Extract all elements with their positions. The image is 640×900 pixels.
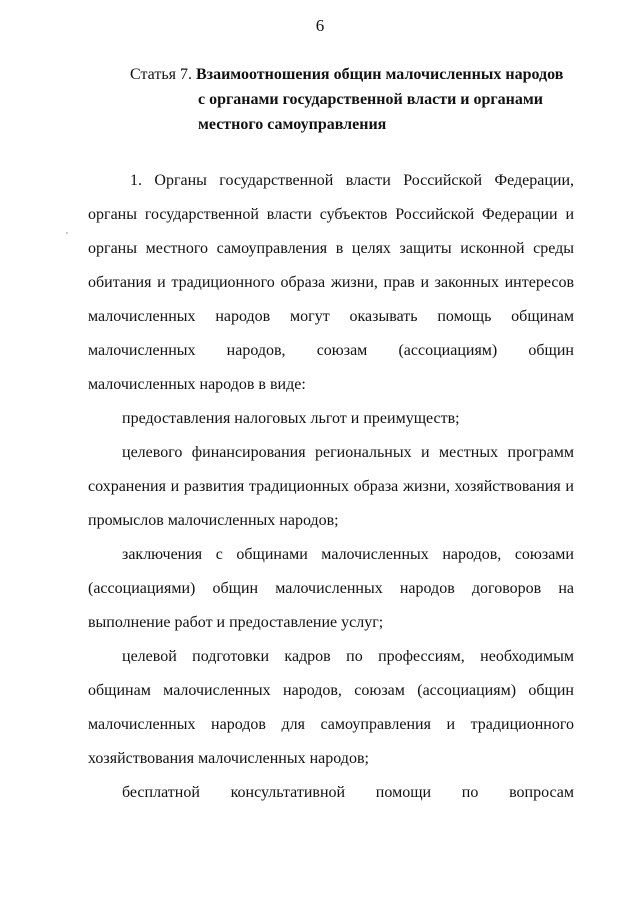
- list-item-staff-training: целевой подготовки кадров по профессиям, необходимым общинам малочисленных народов, союзам (ассоциациям) общин малочисленных народов для самоуправления и традиционного хозяйствования малочисленных народов;: [88, 648, 574, 767]
- list-item-contracts: заключения с общинами малочисленных народов, союзами (ассоциациями) общин малочисленных народов договоров на выполнение работ и предоставление услуг;: [88, 546, 574, 631]
- article-title-line-1: Взаимоотношения общин малочисленных народов: [195, 66, 564, 83]
- article-title-line-2: с органами государственной власти и органами: [198, 91, 544, 108]
- list-item-tax-benefits: предоставления налоговых льгот и преимуществ;: [122, 410, 460, 427]
- scan-speck: [66, 232, 68, 234]
- list-item-free-consultation: бесплатной консультативной помощи по вопросам: [122, 784, 574, 801]
- page-number: 6: [315, 16, 325, 35]
- article-title-line-3: местного самоуправления: [198, 116, 387, 133]
- article-number: Статья 7.: [130, 66, 192, 83]
- list-item-targeted-financing: целевого финансирования региональных и местных программ сохранения и развития традиционных образа жизни, хозяйствования и промыслов малочисленных народов;: [88, 444, 574, 529]
- article-heading: [130, 62, 590, 137]
- paragraph-1: 1. Органы государственной власти Российской Федерации, органы государственной власти субъектов Российской Федерации и органы местного самоуправления в целях защиты исконной среды обитания и традиционного образа жизни, прав и законных интересов малочисленных народов могут оказывать помощь общинам малочисленных народов, союзам (ассоциациям) общин малочисленных народов в виде:: [88, 172, 574, 393]
